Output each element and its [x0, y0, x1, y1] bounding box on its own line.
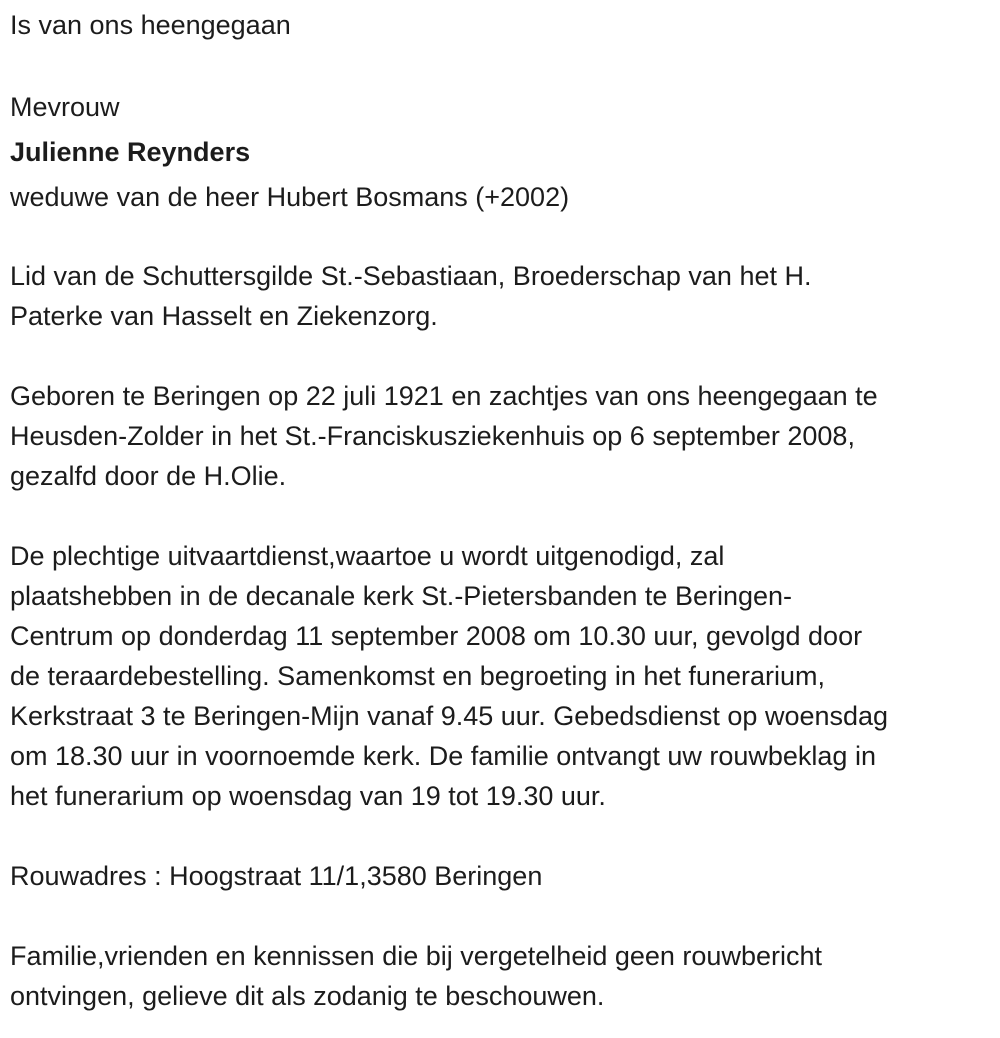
text-line: het funerarium op woensdag van 19 tot 19.30 uur. — [10, 781, 606, 811]
text-line: de teraardebestelling. Samenkomst en begroeting in het funerarium, — [10, 661, 825, 691]
memberships-paragraph — [10, 256, 990, 336]
deceased-block — [10, 85, 990, 220]
text-line: De plechtige uitvaartdienst,waartoe u wordt uitgenodigd, zal — [10, 541, 725, 571]
text-line: Geboren te Beringen op 22 juli 1921 en zachtjes van ons heengegaan te — [10, 381, 878, 411]
mourning-address-line: Rouwadres : Hoogstraat 11/1,3580 Beringen — [10, 861, 543, 891]
widow-relation-line: weduwe van de heer Hubert Bosmans (+2002) — [10, 182, 570, 212]
text-line: Familie,vrienden en kennissen die bij vergetelheid geen rouwbericht — [10, 941, 822, 971]
text-line: Kerkstraat 3 te Beringen-Mijn vanaf 9.45 uur. Gebedsdienst op woensdag — [10, 701, 889, 731]
text-line: gezalfd door de H.Olie. — [10, 461, 287, 491]
opening-paragraph — [10, 5, 990, 45]
text-line: Heusden-Zolder in het St.-Franciskusziekenhuis op 6 september 2008, — [10, 421, 855, 451]
deceased-name: Julienne Reynders — [10, 137, 251, 167]
text-line: Centrum op donderdag 11 september 2008 om 10.30 uur, gevolgd door — [10, 621, 863, 651]
salutation-line: Mevrouw — [10, 92, 120, 122]
text-line: Lid van de Schuttersgilde St.-Sebastiaan, Broederschap van het H. — [10, 261, 812, 291]
text-line: Paterke van Hasselt en Ziekenzorg. — [10, 301, 438, 331]
text-line: om 18.30 uur in voornoemde kerk. De familie ontvangt uw rouwbeklag in — [10, 741, 876, 771]
text-line: plaatshebben in de decanale kerk St.-Pietersbanden te Beringen- — [10, 581, 793, 611]
closing-paragraph — [10, 936, 990, 1016]
text-line: ontvingen, gelieve dit als zodanig te beschouwen. — [10, 981, 605, 1011]
mourning-address-paragraph — [10, 856, 990, 896]
service-details-paragraph — [10, 536, 990, 816]
life-events-paragraph — [10, 376, 990, 496]
opening-line: Is van ons heengegaan — [10, 10, 291, 40]
